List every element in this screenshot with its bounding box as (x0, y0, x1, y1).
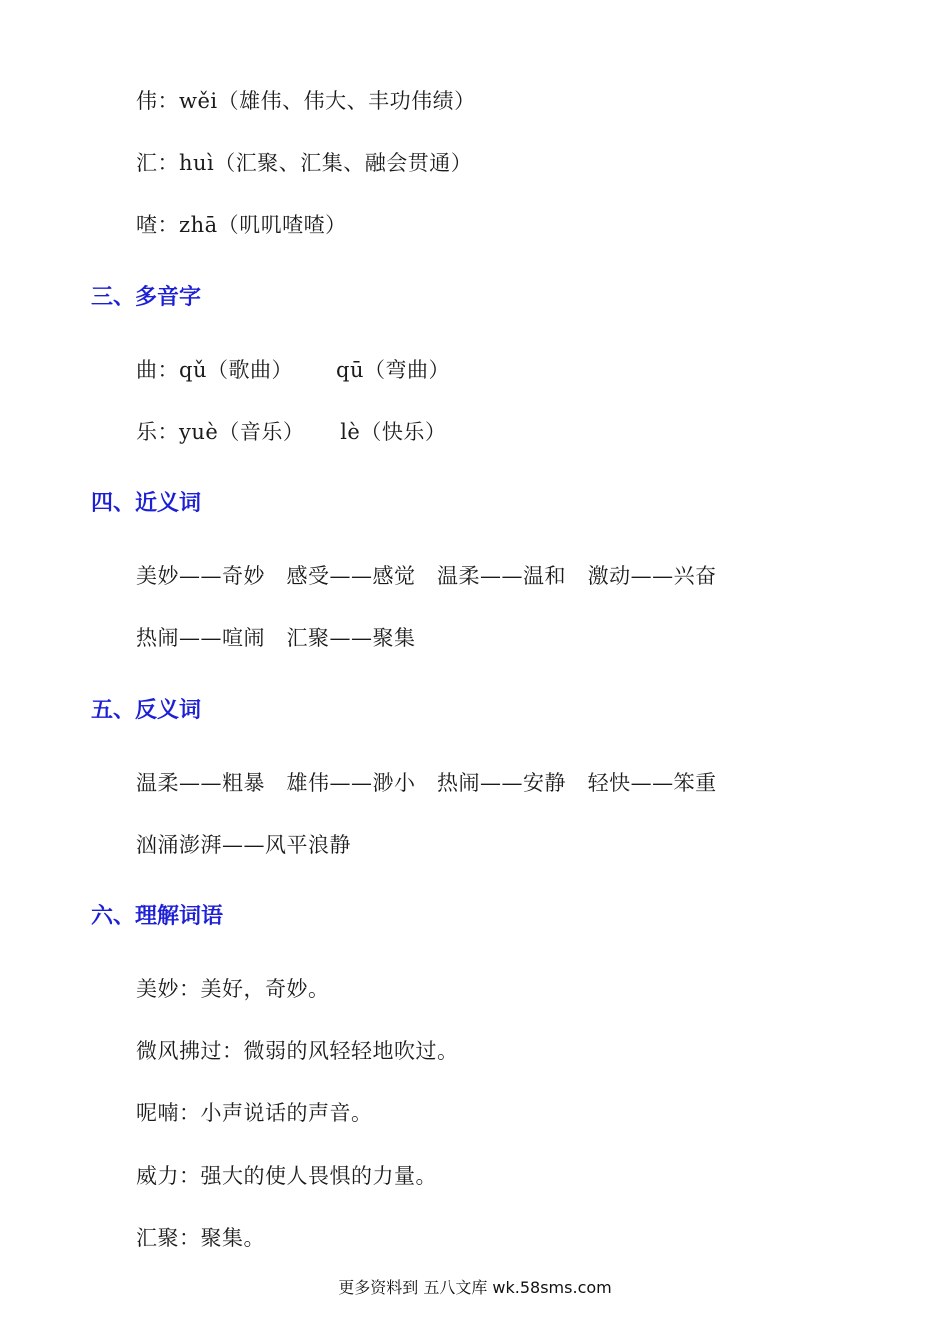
polyphonic-line-qu: 曲：qǔ（歌曲） qū（弯曲） (136, 358, 450, 382)
pinyin-line-zha: 喳：zhā（叽叽喳喳） (136, 213, 347, 237)
antonyms-line-2: 汹涌澎湃——风平浪静 (136, 833, 351, 857)
definition-ninan: 呢喃：小声说话的声音。 (136, 1101, 373, 1125)
section-heading-synonyms: 四、近义词 (91, 491, 202, 516)
section-heading-antonyms: 五、反义词 (91, 698, 202, 723)
synonyms-line-1: 美妙——奇妙 感受——感觉 温柔——温和 激动——兴奋 (136, 564, 717, 588)
polyphonic-line-yue: 乐：yuè（音乐） lè（快乐） (136, 420, 447, 444)
definition-weili: 威力：强大的使人畏惧的力量。 (136, 1164, 437, 1188)
pinyin-line-wei: 伟：wěi（雄伟、伟大、丰功伟绩） (136, 89, 476, 113)
pinyin-line-hui: 汇：huì（汇聚、汇集、融会贯通） (136, 151, 473, 175)
definition-meimiao: 美妙：美好，奇妙。 (136, 977, 330, 1001)
synonyms-line-2: 热闹——喧闹 汇聚——聚集 (136, 626, 416, 650)
section-heading-definitions: 六、理解词语 (91, 904, 224, 929)
footer-source-note: 更多资料到 五八文库 wk.58sms.com (338, 1278, 612, 1297)
definition-huiju: 汇聚：聚集。 (136, 1226, 265, 1250)
definition-weifeng: 微风拂过：微弱的风轻轻地吹过。 (136, 1039, 459, 1063)
antonyms-line-1: 温柔——粗暴 雄伟——渺小 热闹——安静 轻快——笨重 (136, 771, 717, 795)
section-heading-polyphonic: 三、多音字 (91, 285, 202, 310)
